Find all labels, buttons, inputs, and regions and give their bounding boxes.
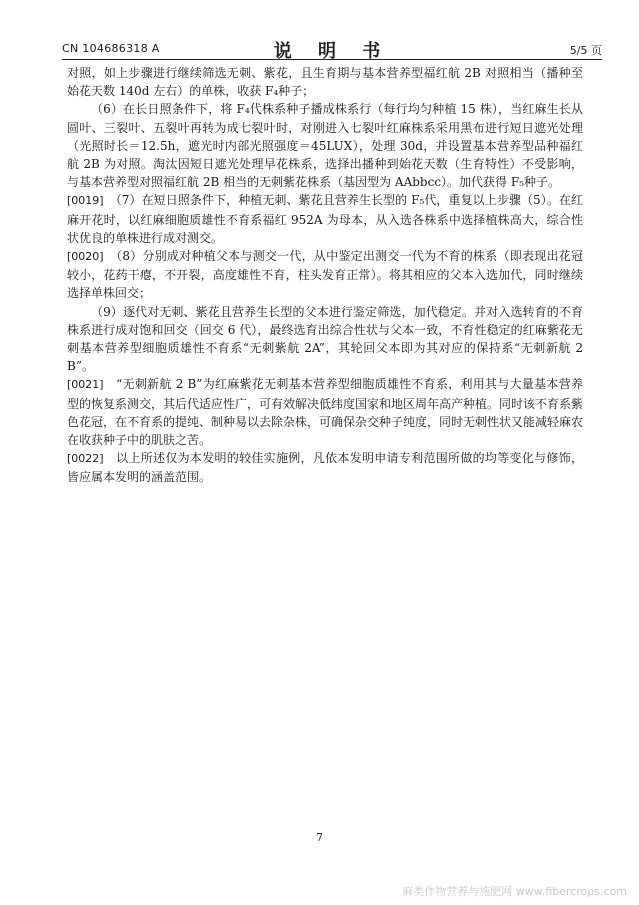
paragraph-tag: [0020] (67, 250, 104, 264)
watermark: 麻类作物营养与施肥网 www.fibercrops.com (402, 885, 627, 898)
paragraph-0019 (67, 191, 583, 247)
paragraph-continued: 对照，如上步骤进行继续筛选无刺、紫花，且生育期与基本营养型福红航 2B 对照相当（播种至始花天数 140d 左右）的单株，收获 F₄种子； (67, 66, 583, 99)
paragraph-text: “无刺新航 2 B”为红麻紫花无刺基本营养型细胞质雄性不育系，利用其与大量基本营养型的恢复系测交，其后代适应性广，可有效解决低纬度国家和地区周年高产种植。同时该不育系紫色花冠，在不育系的提纯、制种易以去除杂株，可确保杂交种子纯度，同时无刺性状又能减轻麻农在收获种子中的肌肤之苦。 (67, 377, 584, 448)
page-number: 7 (316, 831, 323, 844)
paragraph-step-9: （9）逐代对无刺、紫花且营养生长型的父本进行鉴定筛选，加代稳定。并对入选转育的不育株系进行成对饱和回交（回交 6 代），最终选育出综合性状与父本一致，不育性稳定的红麻紫花无刺基本营养型细胞质雄性不育系“无刺紫航 2A”，其轮回父本即为其对应的保持系“无刺新航 2 B”。 (67, 304, 583, 374)
paragraph-0022 (67, 449, 583, 486)
page-indicator: 5/5 页 (569, 44, 602, 57)
paragraph-0021 (67, 375, 583, 449)
paragraph-step-6: （6）在长日照条件下，将 F₄代株系种子播成株系行（每行均匀种植 15 株），当红麻生长从圆叶、三裂叶、五裂叶再转为成七裂叶时，对刚进入七裂叶红麻株系采用黑布进行短日遮光处理（光照时长＝12.5h，遮光时内部光照强度＝45LUX），处理 30d，并设置基本营养型品种福红航 2B 为对照。淘汰因短日遮光处理早花株系，选择出播种到始花天数（生育特性）不受影响，与基本营养型对照福红航 2B 相当的无刺紫花株系（基因型为 AAbbcc）。加代获得 F₅种子。 (67, 102, 583, 190)
document-number: CN 104686318 A (62, 42, 160, 55)
header-rule (62, 59, 602, 60)
document-title: 说 明 书 (273, 41, 391, 62)
paragraph-tag: [0022] (67, 452, 104, 466)
paragraph-text: （8）分别成对种植父本与测交一代，从中鉴定出测交一代为不育的株系（即表现出花冠较小，花药干瘪，不开裂，高度雄性不育，柱头发育正常）。将其相应的父本入选加代，同时继续选择单株回交； (67, 249, 583, 301)
paragraph-text: 以上所述仅为本发明的较佳实施例，凡依本发明申请专利范围所做的均等变化与修饰，皆应属本发明的涵盖范围。 (67, 451, 583, 485)
paragraph-0020 (67, 247, 583, 303)
document-body (67, 64, 583, 487)
paragraph-tag: [0021] (67, 378, 104, 392)
paragraph-text: （7）在短日照条件下，种植无刺、紫花且营养生长型的 F₅代，重复以上步骤（5）。在红麻开花时，以红麻细胞质雄性不育系福红 952A 为母本，从入选各株系中选择植株高大，综合性状优良的单株进行成对测交。 (67, 193, 583, 245)
paragraph-tag: [0019] (67, 194, 104, 208)
